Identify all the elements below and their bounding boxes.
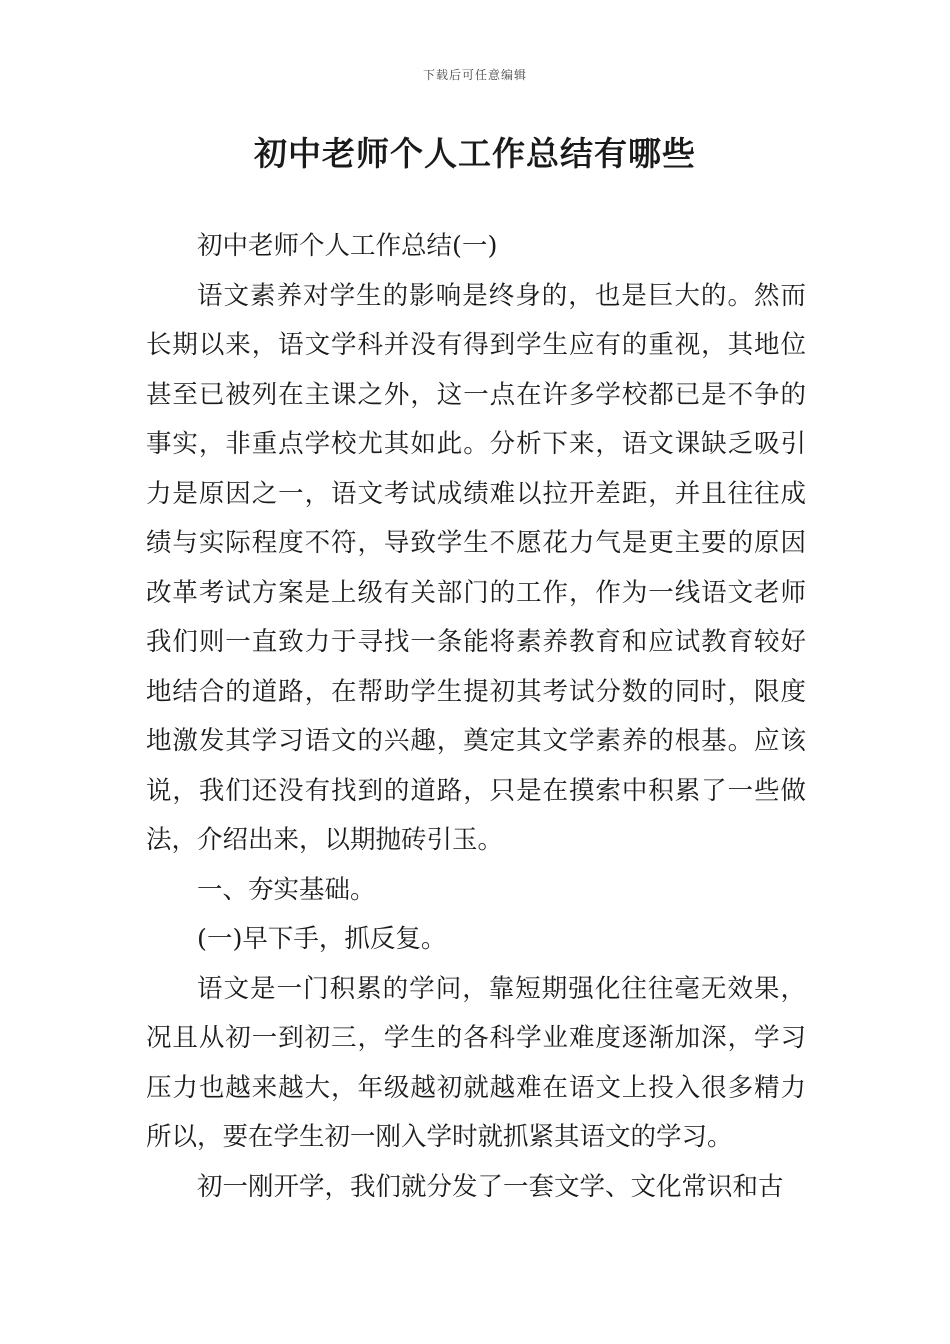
document-title: 初中老师个人工作总结有哪些 xyxy=(254,134,696,173)
body-paragraph: 初一刚开学，我们就分发了一套文学、文化常识和古 xyxy=(197,1171,784,1202)
document-body xyxy=(146,222,806,1212)
subsection-heading: 一、夯实基础。 xyxy=(197,874,376,905)
page-header-note: 下载后可任意编辑 xyxy=(422,68,527,82)
body-paragraph: 语文素养对学生的影响是终身的，也是巨大的。然而长期以来，语文学科并没有得到学生应有的重视，其地位甚至已被列在主课之外，这一点在许多学校都已是不争的事实，非重点学校尤其如此。分析下来，语文课缺乏吸引力是原因之一，语文考试成绩难以拉开差距，并且往往成绩与实际程度不符，导致学生不愿花力气是更主要的原因改革考试方案是上级有关部门的工作，作为一线语文老师我们则一直致力于寻找一条能将素养教育和应试教育较好地结合的道路，在帮助学生提初其考试分数的同时，限度地激发其学习语文的兴趣，奠定其文学素养的根基。应该说，我们还没有找到的道路，只是在摸索中积累了一些做法，介绍出来，以期抛砖引玉。 xyxy=(146,280,806,855)
body-paragraph: 语文是一门积累的学问，靠短期强化往往毫无效果，况且从初一到初三，学生的各科学业难度逐渐加深，学习压力也越来越大，年级越初就越难在语文上投入很多精力所以，要在学生初一刚入学时就抓紧其语文的学习。 xyxy=(146,973,806,1152)
subsection-heading: (一)早下手，抓反复。 xyxy=(197,924,447,954)
section-heading: 初中老师个人工作总结(一) xyxy=(197,231,498,261)
